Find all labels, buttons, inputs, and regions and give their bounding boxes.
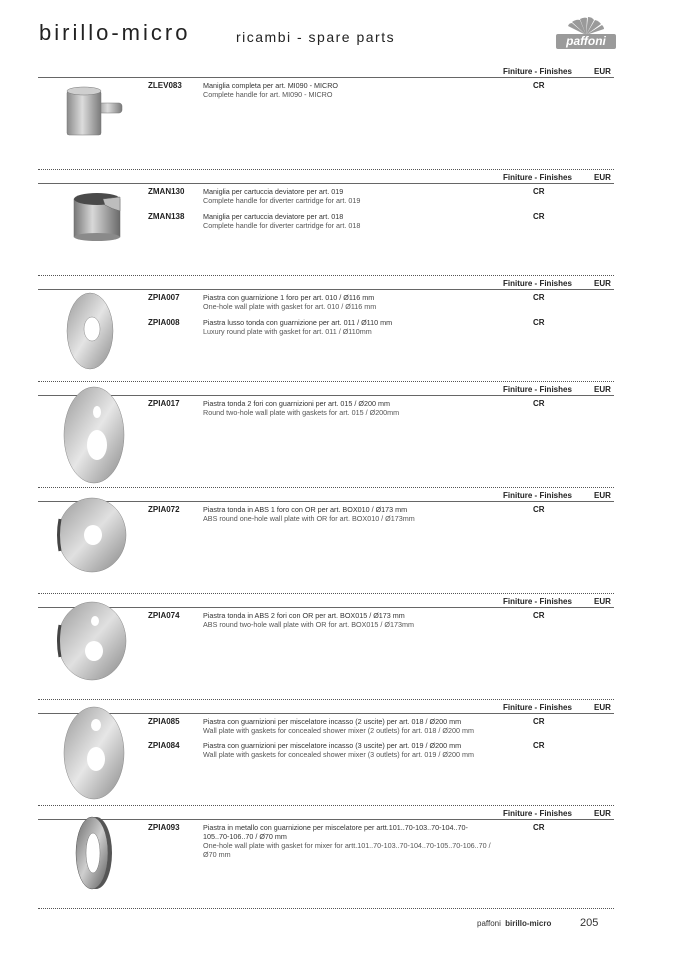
product-description <box>203 741 493 759</box>
footer-divider <box>38 908 614 909</box>
finish-code: CR <box>533 741 545 750</box>
product-description <box>203 81 493 99</box>
finishes-header: Finiture - Finishes <box>503 67 572 76</box>
product-item <box>148 741 614 761</box>
product-code: ZMAN138 <box>148 212 185 221</box>
finish-code: CR <box>533 187 545 196</box>
description-en: ABS round two-hole wall plate with OR for art. BOX015 / Ø173mm <box>203 620 414 629</box>
eur-header: EUR <box>594 173 611 182</box>
description-en: Round two-hole wall plate with gaskets for art. 015 / Ø200mm <box>203 408 400 417</box>
product-description <box>203 187 493 205</box>
eur-header: EUR <box>594 279 611 288</box>
footer-brand <box>477 919 551 928</box>
product-description <box>203 212 493 230</box>
product-description <box>203 611 493 629</box>
description-it: Piastra tonda 2 fori con guarnizioni per art. 015 / Ø200 mm <box>203 399 390 408</box>
product-item <box>148 611 614 631</box>
product-description <box>203 293 493 311</box>
logo-fan-icon <box>556 16 616 36</box>
product-code: ZLEV083 <box>148 81 182 90</box>
description-en: One-hole wall plate with gasket for art. 010 / Ø116 mm <box>203 302 377 311</box>
product-description <box>203 318 493 336</box>
description-en: Wall plate with gaskets for concealed shower mixer (2 outlets) for art. 018 / Ø200 mm <box>203 726 474 735</box>
product-description <box>203 717 493 735</box>
eur-header: EUR <box>594 597 611 606</box>
footer-series-name: birillo-micro <box>505 919 552 928</box>
round-two-hole-plate-icon <box>50 385 130 485</box>
product-item <box>148 212 614 232</box>
description-en: Complete handle for diverter cartridge for art. 019 <box>203 196 361 205</box>
product-code: ZPIA017 <box>148 399 180 408</box>
description-it: Piastra tonda in ABS 2 fori con OR per art. BOX015 / Ø173 mm <box>203 611 405 620</box>
product-item <box>148 293 614 313</box>
handle-lever-icon <box>50 85 130 141</box>
finishes-header: Finiture - Finishes <box>503 279 572 288</box>
product-item <box>148 823 614 863</box>
description-it: Maniglia completa per art. MI090 - MICRO <box>203 81 339 90</box>
finishes-header: Finiture - Finishes <box>503 385 572 394</box>
mixer-plate-icon <box>50 703 130 803</box>
product-section <box>38 699 614 805</box>
description-it: Maniglia per cartuccia deviatore per art. 018 <box>203 212 344 221</box>
product-description <box>203 399 493 417</box>
finish-code: CR <box>533 293 545 302</box>
finish-code: CR <box>533 81 545 90</box>
product-item <box>148 505 614 525</box>
description-it: Piastra tonda in ABS 1 foro con OR per art. BOX010 / Ø173 mm <box>203 505 408 514</box>
description-en: Wall plate with gaskets for concealed shower mixer (3 outlets) for art. 019 / Ø200 mm <box>203 750 474 759</box>
eur-header: EUR <box>594 491 611 500</box>
section-header <box>38 173 614 184</box>
description-it: Piastra con guarnizioni per miscelatore incasso (3 uscite) per art. 019 / Ø200 mm <box>203 741 462 750</box>
product-item <box>148 318 614 338</box>
description-it: Piastra con guarnizioni per miscelatore incasso (2 uscite) per art. 018 / Ø200 mm <box>203 717 462 726</box>
product-section <box>38 805 614 909</box>
product-section <box>38 381 614 487</box>
product-code: ZPIA072 <box>148 505 180 514</box>
finish-code: CR <box>533 318 545 327</box>
product-code: ZPIA084 <box>148 741 180 750</box>
eur-header: EUR <box>594 809 611 818</box>
product-code: ZPIA074 <box>148 611 180 620</box>
description-en: ABS round one-hole wall plate with OR for art. BOX010 / Ø173mm <box>203 514 415 523</box>
description-it: Maniglia per cartuccia deviatore per art. 019 <box>203 187 344 196</box>
finish-code: CR <box>533 611 545 620</box>
finish-code: CR <box>533 505 545 514</box>
product-item <box>148 399 614 419</box>
finish-code: CR <box>533 212 545 221</box>
description-it: Piastra in metallo con guarnizione per miscelatore per artt.101..70-103..70-104..70-105..70-106..70 / Ø70 mm <box>203 823 468 841</box>
page-title: birillo-micro <box>39 20 191 45</box>
product-code: ZMAN130 <box>148 187 185 196</box>
paffoni-logo <box>556 16 616 52</box>
finish-code: CR <box>533 823 545 832</box>
description-en: Luxury round plate with gasket for art. 011 / Ø110mm <box>203 327 372 336</box>
section-header <box>38 67 614 78</box>
logo-text: paffoni <box>556 34 616 49</box>
description-it: Piastra con guarnizione 1 foro per art. 010 / Ø116 mm <box>203 293 375 302</box>
product-section <box>38 63 614 169</box>
product-item <box>148 717 614 737</box>
page-number: 205 <box>580 917 599 929</box>
product-item <box>148 187 614 207</box>
description-it: Piastra lusso tonda con guarnizione per art. 011 / Ø110 mm <box>203 318 393 327</box>
product-section <box>38 169 614 275</box>
finishes-header: Finiture - Finishes <box>503 597 572 606</box>
page-subtitle: ricambi - spare parts <box>236 29 396 45</box>
eur-header: EUR <box>594 385 611 394</box>
finish-code: CR <box>533 399 545 408</box>
product-item <box>148 81 614 101</box>
product-section <box>38 487 614 593</box>
finishes-header: Finiture - Finishes <box>503 173 572 182</box>
description-en: Complete handle for diverter cartridge for art. 018 <box>203 221 361 230</box>
product-description <box>203 505 493 523</box>
diverter-handle-icon <box>50 189 130 245</box>
product-code: ZPIA007 <box>148 293 180 302</box>
product-section <box>38 275 614 381</box>
product-code: ZPIA085 <box>148 717 180 726</box>
product-description <box>203 823 493 859</box>
eur-header: EUR <box>594 703 611 712</box>
description-en: Complete handle for art. MI090 - MICRO <box>203 90 333 99</box>
round-one-hole-plate-icon <box>50 289 130 373</box>
metal-ring-plate-icon <box>50 813 130 893</box>
abs-two-hole-plate-icon <box>50 599 130 683</box>
product-section <box>38 593 614 699</box>
finishes-header: Finiture - Finishes <box>503 809 572 818</box>
finish-code: CR <box>533 717 545 726</box>
eur-header: EUR <box>594 67 611 76</box>
abs-one-hole-plate-icon <box>50 495 130 575</box>
footer-brand-name: paffoni <box>477 919 501 928</box>
product-code: ZPIA093 <box>148 823 180 832</box>
finishes-header: Finiture - Finishes <box>503 703 572 712</box>
finishes-header: Finiture - Finishes <box>503 491 572 500</box>
description-en: One-hole wall plate with gasket for mixer for artt.101..70-103..70-104..70-105..70-106..70 / Ø70 mm <box>203 841 491 859</box>
product-code: ZPIA008 <box>148 318 180 327</box>
